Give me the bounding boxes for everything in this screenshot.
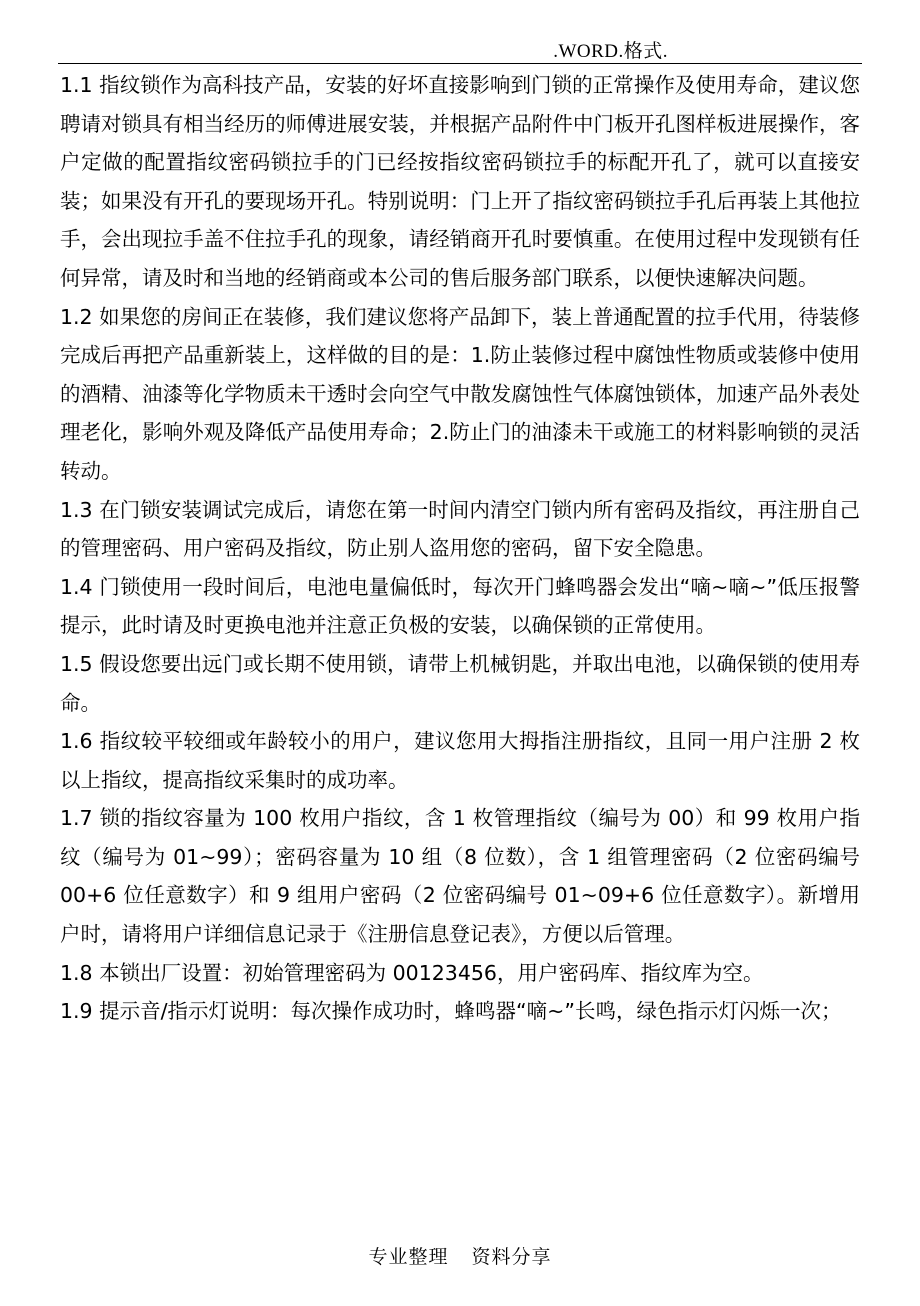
page-footer [0,1242,920,1269]
paragraph-1-6: 1.6 指纹较平较细或年龄较小的用户，建议您用大拇指注册指纹，且同一用户注册 2 枚以上指纹，提高指纹采集时的成功率。 [60,729,860,792]
page-header: .WORD.格式. [553,41,668,62]
footer-right-text: 资料分享 [471,1246,552,1268]
paragraph-1-9: 1.9 提示音/指示灯说明：每次操作成功时，蜂鸣器“嘀~”长鸣，绿色指示灯闪烁一次； [60,999,842,1024]
footer-left-text: 专业整理 [368,1246,449,1268]
paragraph-1-8: 1.8 本锁出厂设置：初始管理密码为 00123456，用户密码库、指纹库为空。 [60,960,764,985]
paragraph-1-2: 1.2 如果您的房间正在装修，我们建议您将产品卸下，装上普通配置的拉手代用，待装修完成后再把产品重新装上，这样做的目的是：1.防止装修过程中腐蚀性物质或装修中使用的酒精、油漆等化学物质未干透时会向空气中散发腐蚀性气体腐蚀锁体，加速产品外表处理老化，影响外观及降低产品使用寿命；2.防止门的油漆未干或施工的材料影响锁的灵活转动。 [60,304,860,483]
document-body [60,66,860,1031]
header-divider [58,63,862,64]
paragraph-1-4: 1.4 门锁使用一段时间后，电池电量偏低时，每次开门蜂鸣器会发出“嘀~嘀~”低压报警提示，此时请及时更换电池并注意正负极的安装，以确保锁的正常使用。 [60,574,860,638]
paragraph-1-3: 1.3 在门锁安装调试完成后，请您在第一时间内清空门锁内所有密码及指纹，再注册自己的管理密码、用户密码及指纹，防止别人盗用您的密码，留下安全隐患。 [60,497,860,561]
paragraph-1-7: 1.7 锁的指纹容量为 100 枚用户指纹，含 1 枚管理指纹（编号为 00）和 99 枚用户指纹（编号为 01~99）；密码容量为 10 组（8 位数），含 1 组管理密码（2 位密码编号 00+6 位任意数字）和 9 组用户密码（2 位密码编号 01~09+6 位任意数字）。新增用户时，请将用户详细信息记录于《注册信息登记表》，方便以后管理。 [60,806,860,947]
paragraph-1-1: 1.1 指纹锁作为高科技产品，安装的好坏直接影响到门锁的正常操作及使用寿命，建议您聘请对锁具有相当经历的师傅进展安装，并根据产品附件中门板开孔图样板进展操作，客户定做的配置指纹密码锁拉手的门已经按指纹密码锁拉手的标配开孔了，就可以直接安装；如果没有开孔的要现场开孔。特别说明：门上开了指纹密码锁拉手孔后再装上其他拉手，会出现拉手盖不住拉手孔的现象，请经销商开孔时要慎重。在使用过程中发现锁有任何异常，请及时和当地的经销商或本公司的售后服务部门联系，以便快速解决问题。 [60,73,860,290]
paragraph-1-5: 1.5 假设您要出远门或长期不使用锁，请带上机械钥匙，并取出电池，以确保锁的使用寿命。 [60,651,860,715]
